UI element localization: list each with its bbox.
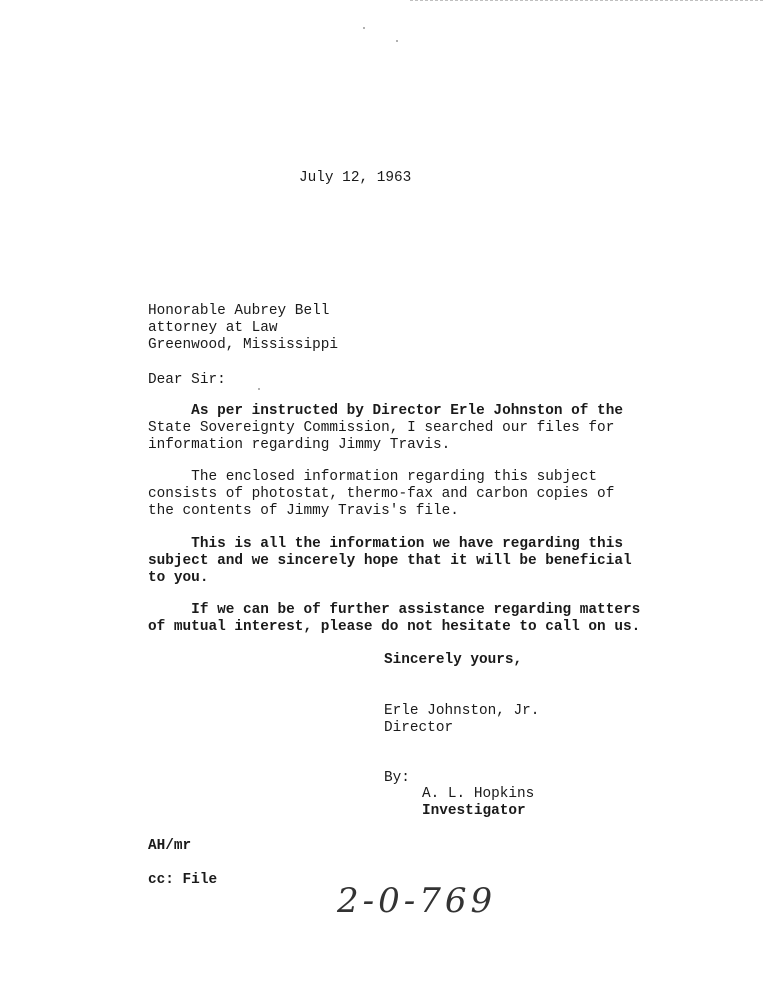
paragraph-2-line-3: the contents of Jimmy Travis's file.: [148, 503, 459, 519]
paragraph-4-line-2: of mutual interest, please do not hesitate to call on us.: [148, 619, 641, 635]
carbon-copy: cc: File: [148, 872, 218, 888]
by-label: By:: [384, 770, 410, 786]
handwritten-file-number: 2-0-769: [337, 881, 497, 921]
scan-speck: [396, 40, 398, 42]
agent-title: Investigator: [422, 803, 526, 819]
paragraph-4-line-1: If we can be of further assistance regarding matters: [148, 602, 641, 618]
typist-initials: AH/mr: [148, 838, 192, 854]
paragraph-3-line-2: subject and we sincerely hope that it will be beneficial: [148, 553, 632, 569]
paragraph-1-line-1: As per instructed by Director Erle Johnston of the: [148, 403, 623, 419]
agent-name: A. L. Hopkins: [422, 786, 535, 802]
letter-date: July 12, 1963: [299, 170, 412, 186]
recipient-title: attorney at Law: [148, 320, 278, 336]
recipient-name: Honorable Aubrey Bell: [148, 303, 330, 319]
signer-title: Director: [384, 720, 454, 736]
scan-edge-line: [410, 0, 763, 1]
closing: Sincerely yours,: [384, 652, 523, 668]
paragraph-3-line-3: to you.: [148, 570, 209, 586]
signer-name: Erle Johnston, Jr.: [384, 703, 540, 719]
paragraph-2-line-1: The enclosed information regarding this subject: [148, 469, 598, 485]
paragraph-3-line-1: This is all the information we have regarding this: [148, 536, 623, 552]
paragraph-2-line-2: consists of photostat, thermo-fax and carbon copies of: [148, 486, 615, 502]
scan-speck: [258, 388, 260, 390]
recipient-location: Greenwood, Mississippi: [148, 337, 338, 353]
paragraph-1-line-2: State Sovereignty Commission, I searched our files for: [148, 420, 615, 436]
salutation: Dear Sir:: [148, 372, 226, 388]
scan-speck: [363, 27, 365, 29]
paragraph-1-line-3: information regarding Jimmy Travis.: [148, 437, 451, 453]
